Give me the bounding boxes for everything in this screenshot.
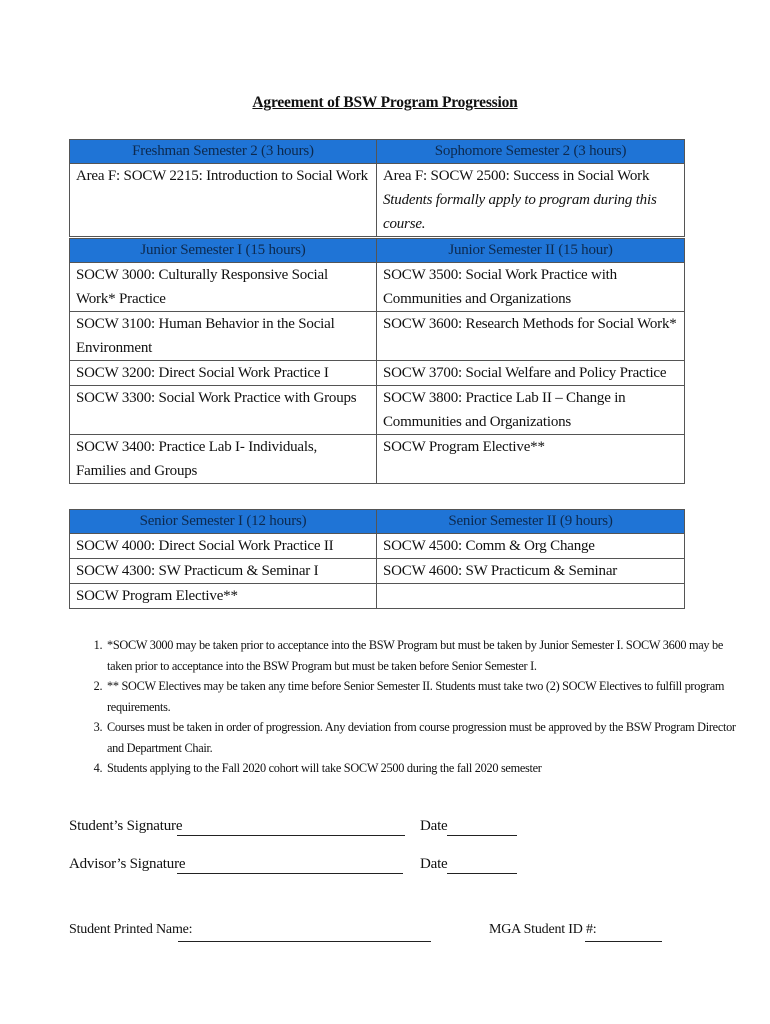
- table-senior: [69, 509, 685, 609]
- printed-name-row: [69, 922, 192, 938]
- student-date-label: Date: [420, 818, 448, 834]
- advisor-signature-line[interactable]: [177, 858, 403, 874]
- course-note: Students formally apply to program during this course.: [383, 192, 657, 232]
- table-cell: SOCW Program Elective**: [377, 435, 685, 484]
- student-id-line[interactable]: [585, 926, 662, 942]
- header-junior-semester-2: Junior Semester II (15 hour): [377, 239, 685, 263]
- table-cell: SOCW 4500: Comm & Org Change: [377, 534, 685, 559]
- table-row: [70, 435, 685, 484]
- student-date-line[interactable]: [447, 820, 517, 836]
- student-signature-label: Student’s Signature: [69, 818, 183, 834]
- list-item: 3. Courses must be taken in order of progression. Any deviation from course progression must be approved by the BSW Program Director and Department Chair.: [105, 717, 737, 758]
- table-cell: SOCW 3800: Practice Lab II – Change in Communities and Organizations: [377, 386, 685, 435]
- document-title: Agreement of BSW Program Progression: [252, 94, 518, 111]
- course-socw-2500: [377, 164, 685, 237]
- table-cell: SOCW 3500: Social Work Practice with Communities and Organizations: [377, 263, 685, 312]
- student-date-label-wrap: [420, 818, 448, 835]
- student-id-label: MGA Student ID #:: [489, 922, 597, 937]
- header-freshman-semester-2: Freshman Semester 2 (3 hours): [70, 140, 377, 164]
- advisor-signature-label: Advisor’s Signature: [69, 856, 186, 872]
- table-row: [70, 361, 685, 386]
- advisor-date-label-wrap: [420, 856, 448, 873]
- course-socw-2215: [70, 164, 377, 237]
- table-cell: SOCW 3300: Social Work Practice with Groups: [70, 386, 377, 435]
- table-row: [70, 584, 685, 609]
- header-senior-semester-1: Senior Semester I (12 hours): [70, 510, 377, 534]
- table-cell: SOCW 4000: Direct Social Work Practice II: [70, 534, 377, 559]
- table-row: [70, 534, 685, 559]
- table-cell: SOCW Program Elective**: [70, 584, 377, 609]
- header-sophomore-semester-2: Sophomore Semester 2 (3 hours): [377, 140, 685, 164]
- advisor-date-label: Date: [420, 856, 448, 872]
- header-senior-semester-2: Senior Semester II (9 hours): [377, 510, 685, 534]
- table-junior: [69, 238, 685, 484]
- header-junior-semester-1: Junior Semester I (15 hours): [70, 239, 377, 263]
- table-row: [70, 263, 685, 312]
- advisor-signature-row: [69, 856, 185, 873]
- table-row: [70, 312, 685, 361]
- table-cell: SOCW 3200: Direct Social Work Practice I: [70, 361, 377, 386]
- printed-name-line[interactable]: [178, 926, 431, 942]
- table-cell: SOCW 3700: Social Welfare and Policy Practice: [377, 361, 685, 386]
- list-item: 4. Students applying to the Fall 2020 cohort will take SOCW 2500 during the fall 2020 semester: [105, 758, 737, 779]
- list-item: 1. *SOCW 3000 may be taken prior to acceptance into the BSW Program but must be taken by Junior Semester I. SOCW 3600 may be taken prior to acceptance into the BSW Program but must be taken before Senior Semester I.: [105, 635, 737, 676]
- course-text: Area F: SOCW 2215: Introduction to Social Work: [76, 168, 368, 184]
- student-signature-line[interactable]: [177, 820, 405, 836]
- advisor-date-line[interactable]: [447, 858, 517, 874]
- course-text: Area F: SOCW 2500: Success in Social Work: [383, 168, 650, 184]
- student-signature-row: [69, 818, 182, 835]
- table-cell: SOCW 3600: Research Methods for Social Work*: [377, 312, 685, 361]
- student-id-row: [489, 922, 596, 938]
- table-cell: SOCW 3400: Practice Lab I- Individuals, Families and Groups: [70, 435, 377, 484]
- printed-name-label: Student Printed Name:: [69, 922, 193, 937]
- footnotes-list: [69, 635, 737, 779]
- list-item: 2. ** SOCW Electives may be taken any time before Senior Semester II. Students must take two (2) SOCW Electives to fulfill program requirements.: [105, 676, 737, 717]
- table-cell: SOCW 4300: SW Practicum & Seminar I: [70, 559, 377, 584]
- table-cell: SOCW 3100: Human Behavior in the Social Environment: [70, 312, 377, 361]
- table-cell: SOCW 4600: SW Practicum & Seminar: [377, 559, 685, 584]
- table-row: [70, 386, 685, 435]
- table-row: [70, 559, 685, 584]
- table-freshman-sophomore: [69, 139, 685, 237]
- table-cell: SOCW 3000: Culturally Responsive Social Work* Practice: [70, 263, 377, 312]
- table-cell: [377, 584, 685, 609]
